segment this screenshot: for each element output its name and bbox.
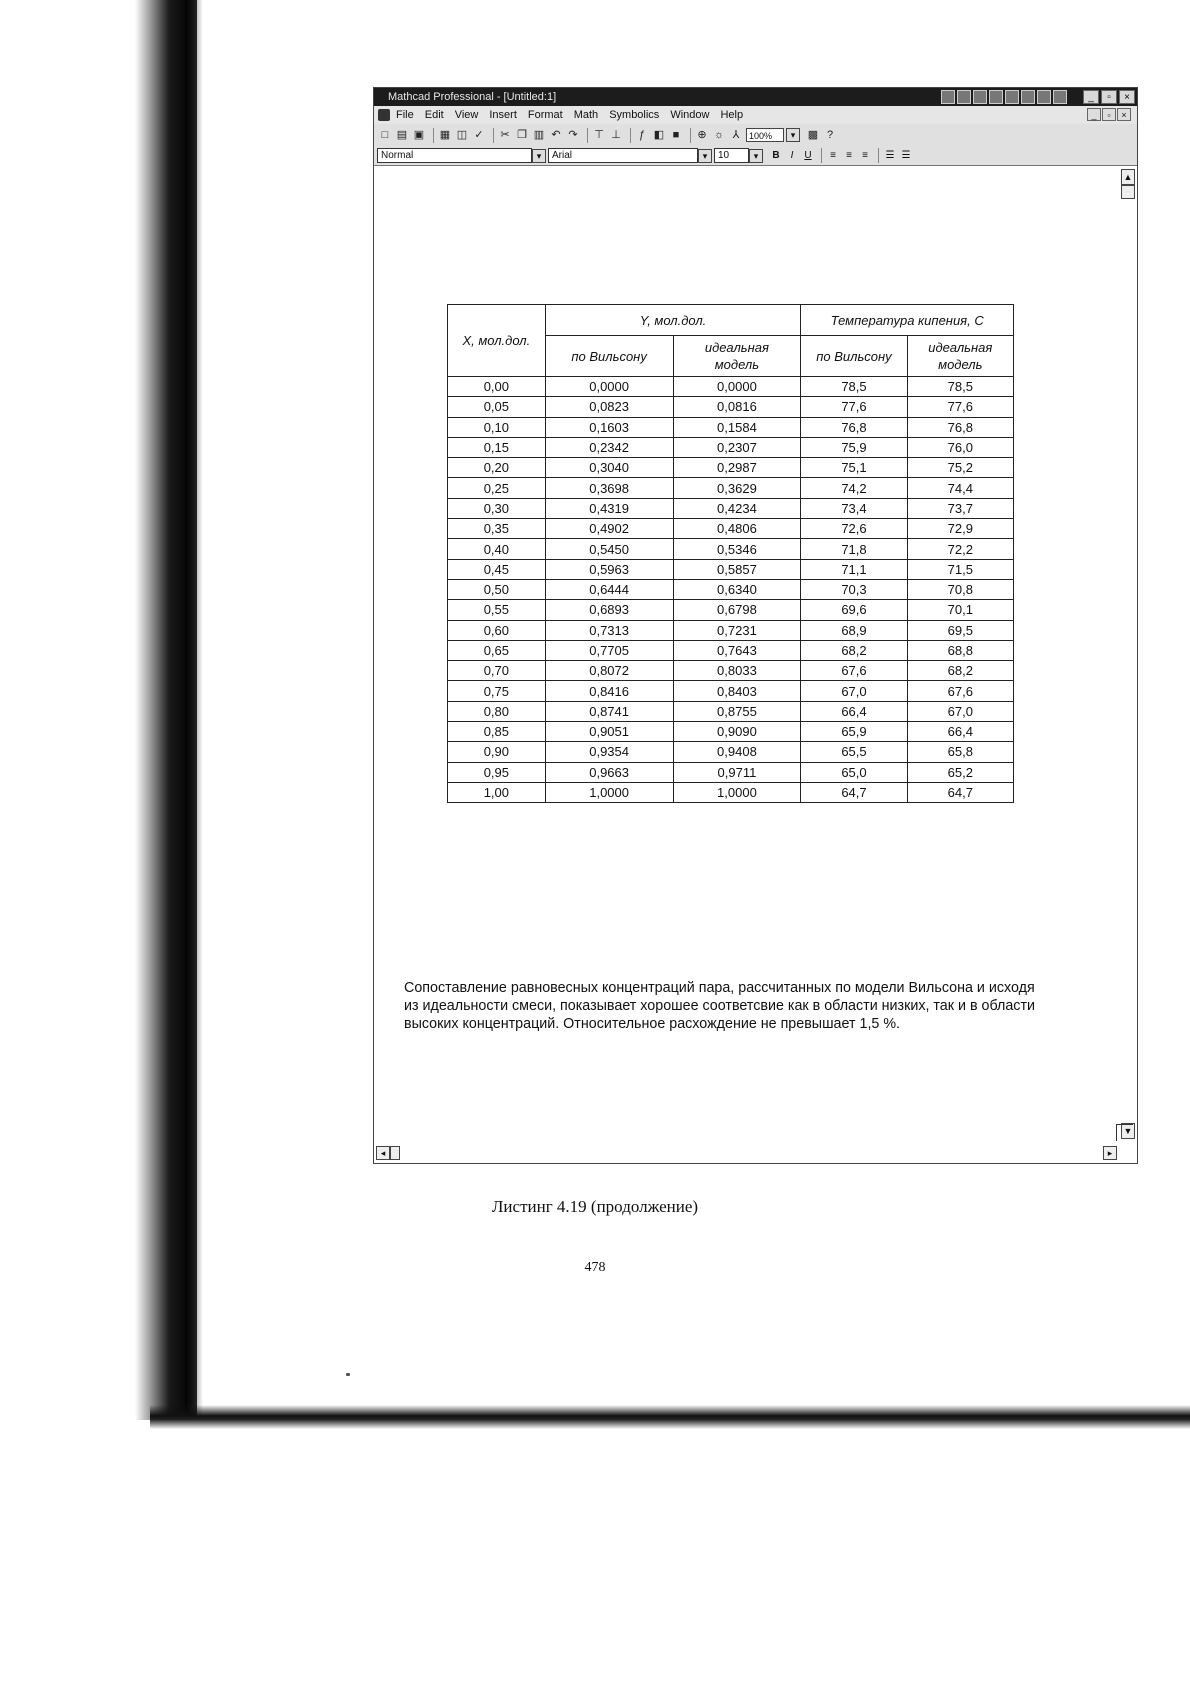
- toolbar-icon[interactable]: [989, 90, 1003, 104]
- listing-caption: Листинг 4.19 (продолжение): [491, 1197, 699, 1216]
- y-ideal-cell: 1,0000: [673, 782, 801, 802]
- y-wilson-cell: 0,8072: [545, 661, 673, 681]
- t-ideal-header: [907, 336, 1013, 377]
- x-cell: 0,20: [448, 458, 546, 478]
- worksheet-area[interactable]: [374, 167, 1119, 1143]
- new-icon[interactable]: □: [381, 129, 389, 141]
- y-wilson-cell: 0,3040: [545, 458, 673, 478]
- toolbar-icon[interactable]: [1005, 90, 1019, 104]
- toolbar-icon[interactable]: [941, 90, 955, 104]
- y-ideal-cell: 0,4234: [673, 498, 801, 518]
- ideal-header-line1: идеальная: [928, 340, 993, 355]
- scroll-right-icon[interactable]: ▸: [1103, 1146, 1117, 1160]
- t-wilson-cell: 72,6: [801, 519, 907, 539]
- bullets-icon[interactable]: ☰: [885, 149, 895, 161]
- table-row: [448, 579, 1014, 599]
- t-wilson-cell: 76,8: [801, 417, 907, 437]
- t-ideal-cell: 73,7: [907, 498, 1013, 518]
- table-body: [448, 377, 1014, 803]
- table-row: [448, 458, 1014, 478]
- minimize-button[interactable]: _: [1083, 90, 1099, 104]
- scan-speck: [346, 1373, 350, 1376]
- y-wilson-cell: 0,8741: [545, 701, 673, 721]
- t-ideal-cell: 71,5: [907, 559, 1013, 579]
- y-wilson-cell: 0,1603: [545, 417, 673, 437]
- t-wilson-cell: 70,3: [801, 579, 907, 599]
- y-wilson-cell: 0,0000: [545, 377, 673, 397]
- y-wilson-cell: 0,3698: [545, 478, 673, 498]
- table-row: [448, 559, 1014, 579]
- font-dropdown-icon[interactable]: ▾: [698, 149, 712, 163]
- y-ideal-header: [673, 336, 801, 377]
- table-row: [448, 478, 1014, 498]
- y-ideal-cell: 0,9408: [673, 742, 801, 762]
- y-ideal-cell: 0,2987: [673, 458, 801, 478]
- y-ideal-cell: 0,5857: [673, 559, 801, 579]
- toolbar-icon[interactable]: [1037, 90, 1051, 104]
- help-icon[interactable]: ?: [826, 129, 834, 141]
- table-row: [448, 782, 1014, 802]
- toolbar-icon[interactable]: [957, 90, 971, 104]
- vertical-scrollbar[interactable]: [1119, 167, 1137, 1143]
- table-row: [448, 498, 1014, 518]
- title-bar[interactable]: [374, 88, 1137, 106]
- y-ideal-cell: 0,0816: [673, 397, 801, 417]
- toolbar-icon[interactable]: [1021, 90, 1035, 104]
- cut-icon[interactable]: ✂: [500, 129, 510, 141]
- resource-center-icon[interactable]: ☼: [713, 129, 725, 141]
- x-cell: 0,40: [448, 539, 546, 559]
- mathcad-window: [373, 87, 1138, 1164]
- x-cell: 1,00: [448, 782, 546, 802]
- y-wilson-cell: 0,5963: [545, 559, 673, 579]
- t-wilson-cell: 64,7: [801, 782, 907, 802]
- taskbar-icons: [941, 90, 1067, 104]
- x-cell: 0,80: [448, 701, 546, 721]
- t-wilson-cell: 65,0: [801, 762, 907, 782]
- t-wilson-cell: 67,0: [801, 681, 907, 701]
- font-size-dropdown-icon[interactable]: ▾: [749, 149, 763, 163]
- resize-grip-icon[interactable]: [1116, 1124, 1133, 1141]
- x-cell: 0,45: [448, 559, 546, 579]
- hscroll-thumb[interactable]: [390, 1146, 400, 1160]
- conclusion-paragraph: Сопоставление равновесных концентраций пара, рассчитанных по модели Вильсона и исходя из идеальности смеси, показывает хорошее соответсвие как в области низких, так и в области высоких концентраций. Относительное расхождение не превышает 1,5 %.: [404, 980, 1035, 1032]
- maximize-button[interactable]: ▫: [1101, 90, 1117, 104]
- standard-toolbar: [374, 124, 1137, 146]
- t-wilson-cell: 65,5: [801, 742, 907, 762]
- t-ideal-cell: 72,2: [907, 539, 1013, 559]
- t-ideal-cell: 78,5: [907, 377, 1013, 397]
- horizontal-scrollbar[interactable]: [374, 1143, 1137, 1163]
- y-wilson-cell: 1,0000: [545, 782, 673, 802]
- t-wilson-cell: 78,5: [801, 377, 907, 397]
- t-ideal-cell: 68,2: [907, 661, 1013, 681]
- spell-check-icon[interactable]: ✓: [474, 129, 484, 141]
- zoom-dropdown-icon[interactable]: ▾: [786, 128, 800, 142]
- toolbar-separator: [587, 128, 588, 143]
- x-cell: 0,65: [448, 640, 546, 660]
- menu-math[interactable]: Math: [573, 109, 599, 121]
- y-wilson-cell: 0,4319: [545, 498, 673, 518]
- scroll-left-icon[interactable]: ◂: [376, 1146, 390, 1160]
- menu-edit[interactable]: Edit: [424, 109, 444, 121]
- zoom-select[interactable]: 100%: [746, 128, 784, 142]
- style-dropdown-icon[interactable]: ▾: [532, 149, 546, 163]
- insert-component-icon[interactable]: ⊕: [697, 129, 707, 141]
- t-ideal-cell: 72,9: [907, 519, 1013, 539]
- y-ideal-cell: 0,9090: [673, 722, 801, 742]
- toolbar-separator: [630, 128, 631, 143]
- table-header-row: [448, 305, 1014, 336]
- y-ideal-cell: 0,0000: [673, 377, 801, 397]
- menu-insert[interactable]: Insert: [489, 109, 517, 121]
- t-wilson-cell: 68,2: [801, 640, 907, 660]
- y-wilson-cell: 0,9354: [545, 742, 673, 762]
- x-cell: 0,85: [448, 722, 546, 742]
- y-ideal-cell: 0,6798: [673, 600, 801, 620]
- y-ideal-cell: 0,7643: [673, 640, 801, 660]
- y-ideal-cell: 0,3629: [673, 478, 801, 498]
- x-cell: 0,25: [448, 478, 546, 498]
- table-row: [448, 397, 1014, 417]
- formatting-toolbar: [374, 146, 1137, 166]
- insert-hyperlink-icon[interactable]: ⅄: [732, 129, 740, 141]
- t-ideal-cell: 69,5: [907, 620, 1013, 640]
- y-ideal-cell: 0,8403: [673, 681, 801, 701]
- y-wilson-cell: 0,8416: [545, 681, 673, 701]
- t-ideal-cell: 65,8: [907, 742, 1013, 762]
- print-preview-icon[interactable]: ◫: [456, 129, 468, 141]
- t-wilson-cell: 75,9: [801, 437, 907, 457]
- doc-restore-button[interactable]: ▫: [1102, 108, 1116, 121]
- calculate-icon[interactable]: ■: [672, 129, 680, 141]
- table-row: [448, 640, 1014, 660]
- table-row: [448, 437, 1014, 457]
- x-cell: 0,50: [448, 579, 546, 599]
- t-ideal-cell: 67,6: [907, 681, 1013, 701]
- t-wilson-cell: 77,6: [801, 397, 907, 417]
- italic-icon[interactable]: I: [790, 149, 794, 161]
- t-wilson-cell: 73,4: [801, 498, 907, 518]
- close-button[interactable]: ×: [1119, 90, 1135, 104]
- align-center-icon[interactable]: ≡: [846, 149, 852, 161]
- y-ideal-cell: 0,1584: [673, 417, 801, 437]
- y-ideal-cell: 0,8033: [673, 661, 801, 681]
- t-wilson-cell: 74,2: [801, 478, 907, 498]
- y-wilson-cell: 0,0823: [545, 397, 673, 417]
- y-ideal-cell: 0,9711: [673, 762, 801, 782]
- x-cell: 0,75: [448, 681, 546, 701]
- table-row: [448, 519, 1014, 539]
- scroll-up-icon[interactable]: ▲: [1121, 169, 1135, 185]
- scroll-thumb[interactable]: [1121, 185, 1135, 199]
- page-bottom-edge: [150, 1405, 1190, 1429]
- t-ideal-cell: 75,2: [907, 458, 1013, 478]
- x-cell: 0,05: [448, 397, 546, 417]
- menu-file[interactable]: File: [396, 109, 414, 121]
- x-cell: 0,70: [448, 661, 546, 681]
- x-cell: 0,35: [448, 519, 546, 539]
- table-row: [448, 539, 1014, 559]
- print-icon[interactable]: ▦: [439, 129, 451, 141]
- paste-icon[interactable]: ▥: [533, 129, 545, 141]
- menu-format[interactable]: Format: [527, 109, 563, 121]
- x-cell: 0,30: [448, 498, 546, 518]
- table-row: [448, 417, 1014, 437]
- toolbar-separator: [493, 128, 494, 143]
- toolbar-separator: [690, 128, 691, 143]
- save-icon[interactable]: ▣: [413, 129, 425, 141]
- insert-function-icon[interactable]: ƒ: [638, 129, 646, 141]
- y-ideal-cell: 0,5346: [673, 539, 801, 559]
- open-icon[interactable]: ▤: [396, 129, 408, 141]
- ideal-header-line1: идеальная: [704, 340, 769, 355]
- t-ideal-cell: 66,4: [907, 722, 1013, 742]
- t-wilson-header: по Вильсону: [801, 336, 907, 377]
- menu-bar: [374, 106, 1137, 124]
- x-cell: 0,15: [448, 437, 546, 457]
- t-ideal-cell: 77,6: [907, 397, 1013, 417]
- table-row: [448, 661, 1014, 681]
- table-row: [448, 600, 1014, 620]
- t-wilson-cell: 71,8: [801, 539, 907, 559]
- align-right-icon[interactable]: ≡: [862, 149, 868, 161]
- table-row: [448, 762, 1014, 782]
- align-left-icon[interactable]: ≡: [830, 149, 836, 161]
- menu-symbolics[interactable]: Symbolics: [609, 109, 660, 121]
- table-row: [448, 377, 1014, 397]
- document-icon[interactable]: [378, 109, 390, 121]
- menu-window[interactable]: Window: [670, 109, 710, 121]
- y-wilson-cell: 0,4902: [545, 519, 673, 539]
- y-ideal-cell: 0,4806: [673, 519, 801, 539]
- x-cell: 0,90: [448, 742, 546, 762]
- scroll-down-icon[interactable]: ▼: [1121, 1123, 1135, 1139]
- copy-icon[interactable]: ❐: [517, 129, 527, 141]
- t-wilson-cell: 71,1: [801, 559, 907, 579]
- table-row: [448, 701, 1014, 721]
- t-wilson-cell: 65,9: [801, 722, 907, 742]
- y-wilson-header: по Вильсону: [545, 336, 673, 377]
- x-cell: 0,60: [448, 620, 546, 640]
- x-cell: 0,10: [448, 417, 546, 437]
- t-ideal-cell: 65,2: [907, 762, 1013, 782]
- table-row: [448, 722, 1014, 742]
- bold-icon[interactable]: B: [772, 149, 780, 161]
- style-select[interactable]: Normal: [377, 148, 532, 163]
- y-wilson-cell: 0,6893: [545, 600, 673, 620]
- t-ideal-cell: 70,8: [907, 579, 1013, 599]
- doc-minimize-button[interactable]: _: [1087, 108, 1101, 121]
- align-down-icon[interactable]: ⊥: [611, 129, 621, 141]
- t-ideal-cell: 74,4: [907, 478, 1013, 498]
- ideal-header-line2: модель: [938, 357, 983, 372]
- t-ideal-cell: 68,8: [907, 640, 1013, 660]
- ideal-header-line2: модель: [714, 357, 760, 372]
- y-column-header: Y, мол.дол.: [545, 305, 801, 336]
- font-select[interactable]: Arial: [548, 148, 698, 163]
- toolbar-icon[interactable]: [1053, 90, 1067, 104]
- y-wilson-cell: 0,7705: [545, 640, 673, 660]
- x-column-header: X, мол.дол.: [448, 305, 546, 377]
- t-wilson-cell: 66,4: [801, 701, 907, 721]
- document-window-buttons: [1087, 108, 1131, 121]
- table-row: [448, 620, 1014, 640]
- t-ideal-cell: 76,8: [907, 417, 1013, 437]
- redo-icon[interactable]: ↷: [568, 129, 578, 141]
- x-cell: 0,95: [448, 762, 546, 782]
- temperature-column-header: Температура кипения, С: [801, 305, 1014, 336]
- y-wilson-cell: 0,9663: [545, 762, 673, 782]
- resources-icon[interactable]: ▩: [807, 129, 819, 141]
- y-ideal-cell: 0,7231: [673, 620, 801, 640]
- align-icon[interactable]: ⊤: [594, 129, 604, 141]
- page-number: 478: [584, 1260, 606, 1275]
- menu-help[interactable]: Help: [720, 109, 744, 121]
- menu-view[interactable]: View: [454, 109, 479, 121]
- x-cell: 0,00: [448, 377, 546, 397]
- table-row: [448, 681, 1014, 701]
- y-ideal-cell: 0,2307: [673, 437, 801, 457]
- font-size-select[interactable]: 10: [714, 148, 749, 163]
- toolbar-separator: [821, 148, 822, 163]
- t-wilson-cell: 75,1: [801, 458, 907, 478]
- undo-icon[interactable]: ↶: [551, 129, 561, 141]
- y-wilson-cell: 0,7313: [545, 620, 673, 640]
- doc-close-button[interactable]: ×: [1117, 108, 1131, 121]
- t-wilson-cell: 69,6: [801, 600, 907, 620]
- y-ideal-cell: 0,6340: [673, 579, 801, 599]
- y-wilson-cell: 0,2342: [545, 437, 673, 457]
- y-wilson-cell: 0,9051: [545, 722, 673, 742]
- toolbar-separator: [878, 148, 879, 163]
- t-ideal-cell: 67,0: [907, 701, 1013, 721]
- numbering-icon[interactable]: ☰: [901, 149, 911, 161]
- toolbar-separator: [433, 128, 434, 143]
- y-ideal-cell: 0,8755: [673, 701, 801, 721]
- t-wilson-cell: 68,9: [801, 620, 907, 640]
- x-cell: 0,55: [448, 600, 546, 620]
- toolbar-icon[interactable]: [973, 90, 987, 104]
- y-wilson-cell: 0,6444: [545, 579, 673, 599]
- underline-icon[interactable]: U: [804, 149, 812, 161]
- window-title: Mathcad Professional - [Untitled:1]: [388, 91, 557, 103]
- t-ideal-cell: 64,7: [907, 782, 1013, 802]
- t-ideal-cell: 70,1: [907, 600, 1013, 620]
- t-wilson-cell: 67,6: [801, 661, 907, 681]
- data-table: [447, 304, 1014, 803]
- insert-unit-icon[interactable]: ◧: [653, 129, 665, 141]
- t-ideal-cell: 76,0: [907, 437, 1013, 457]
- y-wilson-cell: 0,5450: [545, 539, 673, 559]
- table-row: [448, 742, 1014, 762]
